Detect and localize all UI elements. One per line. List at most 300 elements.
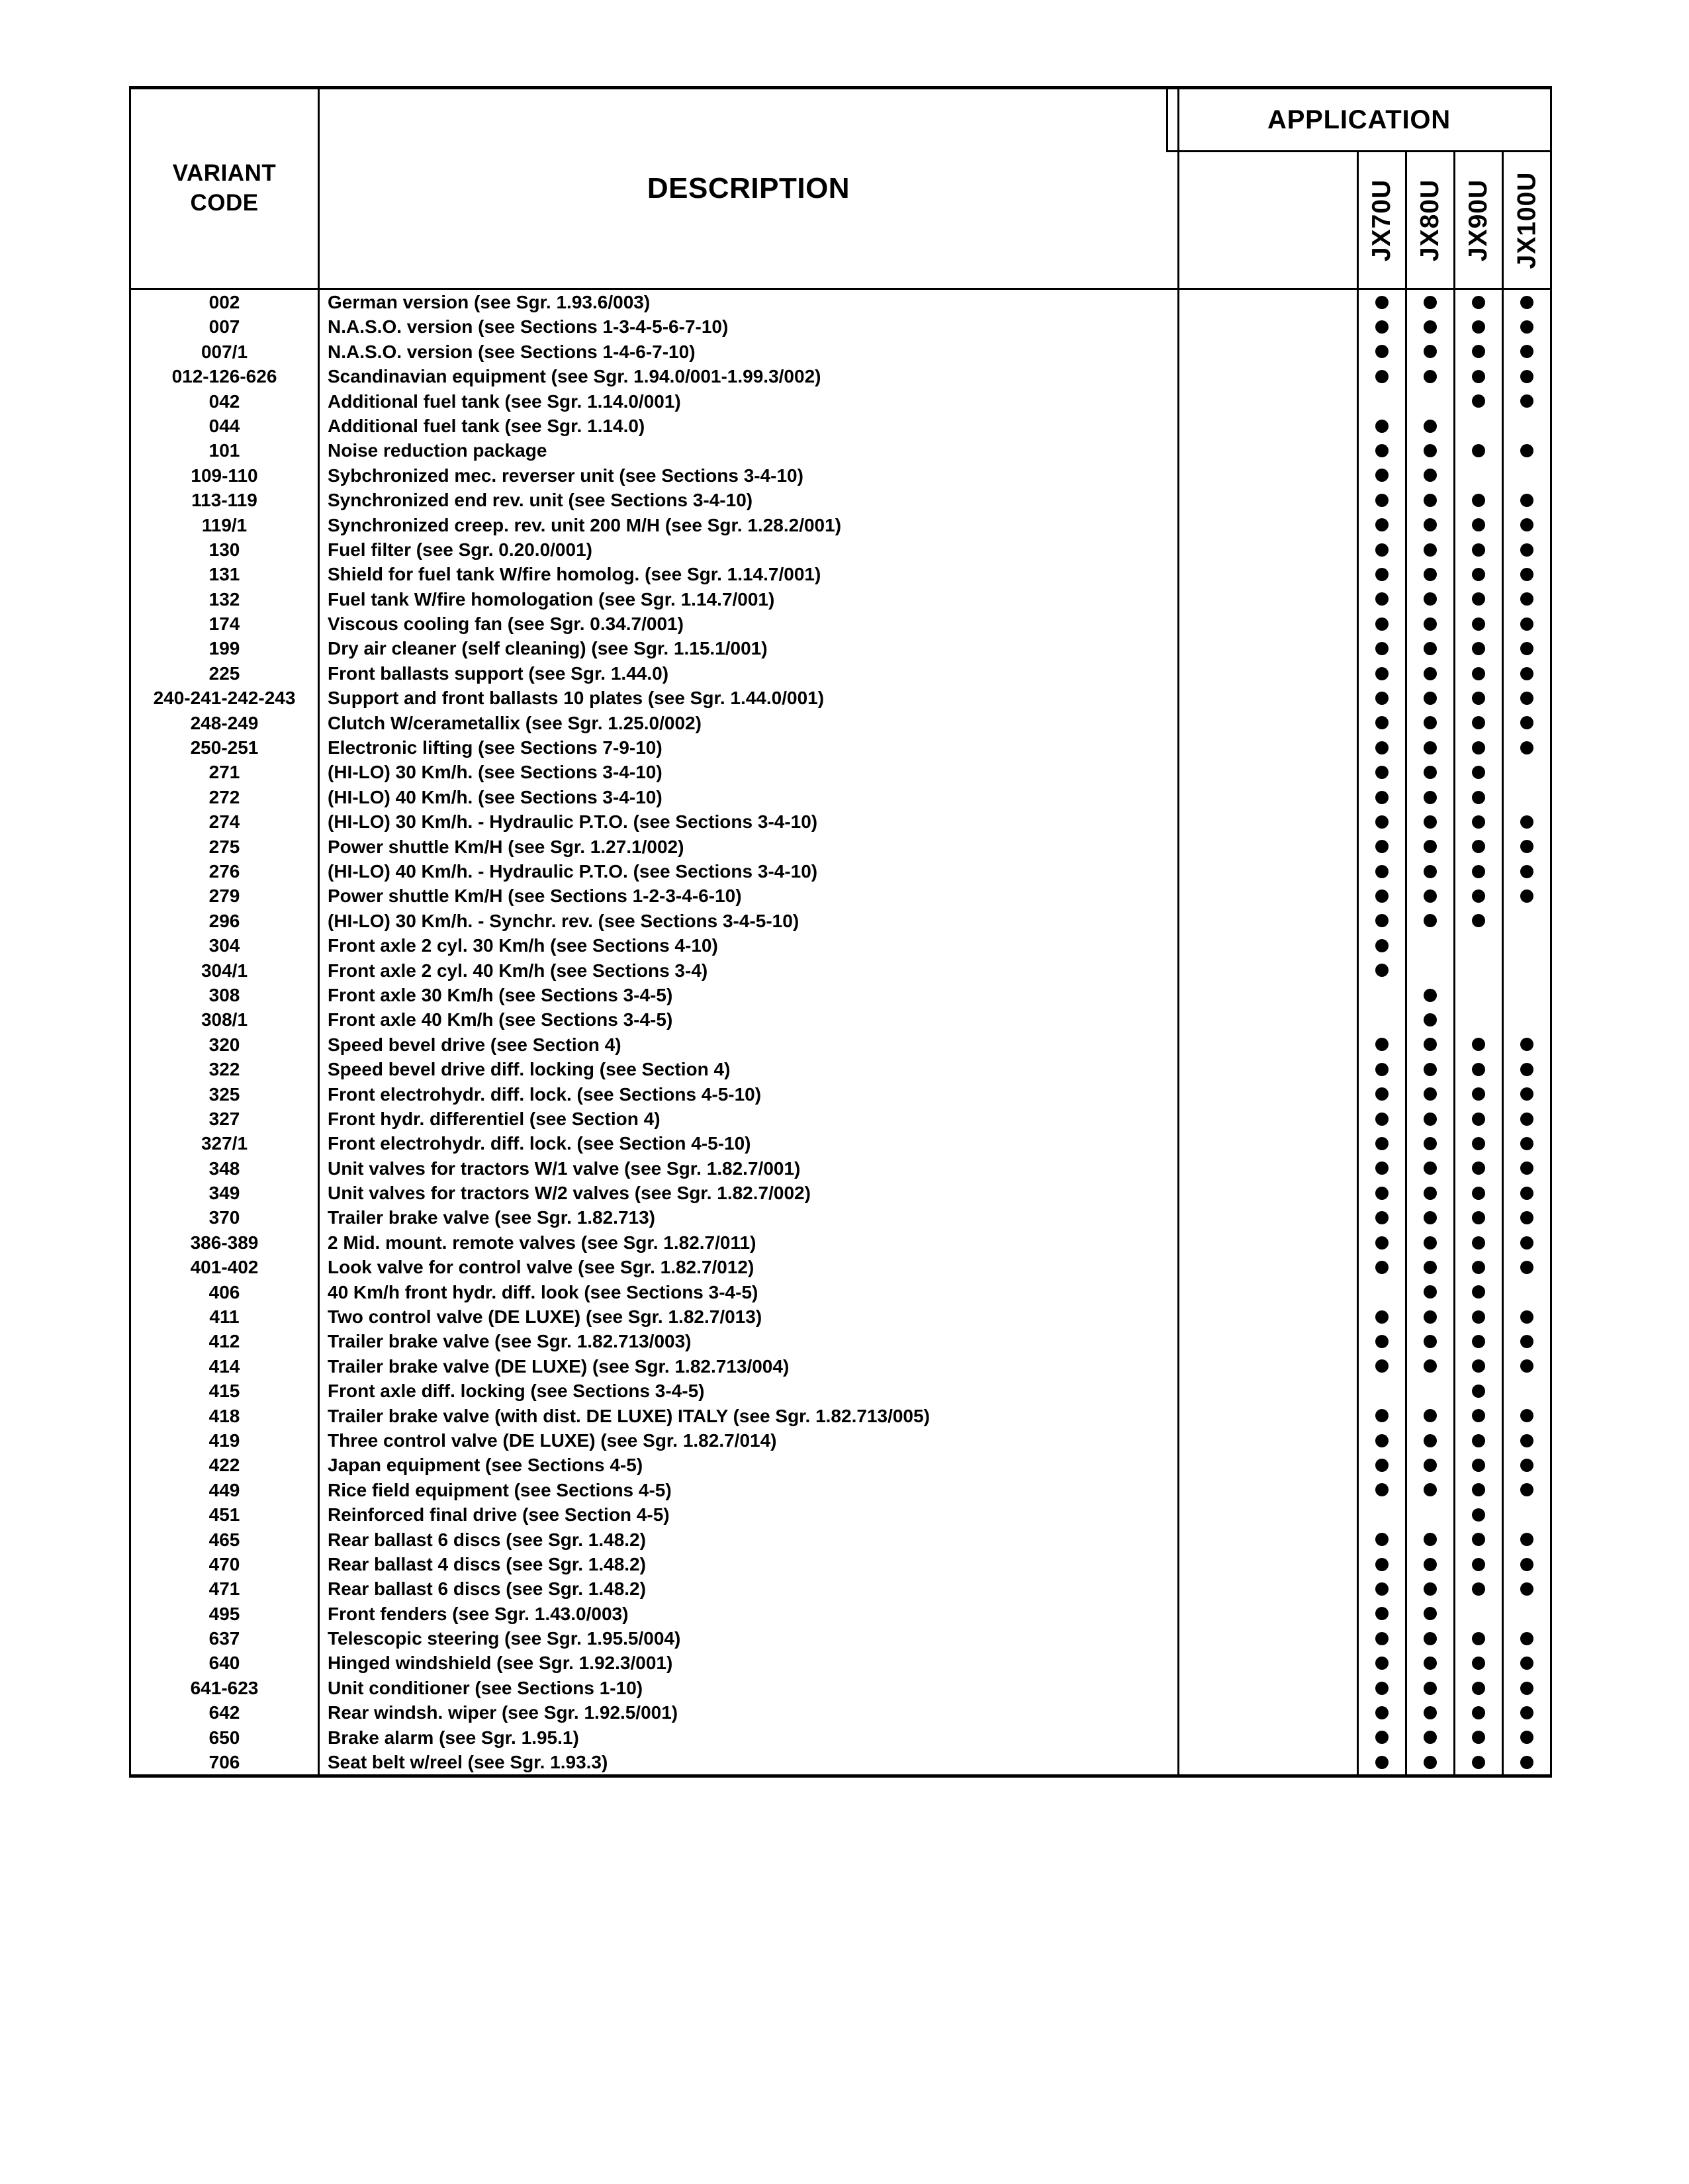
table-row [131, 1107, 1550, 1131]
application-dot-icon [1375, 1706, 1389, 1719]
application-dot-icon [1375, 518, 1389, 531]
application-cell-jx80u [1405, 1205, 1453, 1230]
variant-code-cell: 495 [131, 1602, 320, 1626]
application-spacer [1179, 1131, 1357, 1156]
application-cells [1179, 340, 1550, 364]
application-cell-jx100u [1502, 414, 1550, 438]
application-dot-icon [1520, 1632, 1533, 1645]
application-dot-icon [1520, 1582, 1533, 1596]
application-cell-jx80u [1405, 1156, 1453, 1181]
table-row [131, 760, 1550, 784]
application-dot-icon [1424, 1113, 1437, 1126]
header-description: DESCRIPTION [320, 89, 1179, 288]
variant-code-cell: 308/1 [131, 1007, 320, 1032]
application-empty [1520, 1385, 1533, 1398]
variant-code-cell: 327/1 [131, 1131, 320, 1156]
description-cell: Front electrohydr. diff. lock. (see Sections 4-5-10) [320, 1082, 1179, 1107]
application-cell-jx100u [1502, 735, 1550, 760]
application-spacer [1179, 636, 1357, 660]
application-cell-jx90u [1453, 513, 1502, 537]
application-cells [1179, 1082, 1550, 1107]
variant-code-cell: 304/1 [131, 958, 320, 983]
application-cell-jx70u [1357, 1552, 1405, 1576]
application-dot-icon [1424, 1731, 1437, 1744]
application-dot-icon [1520, 1038, 1533, 1051]
application-cells [1179, 1255, 1550, 1279]
application-spacer [1179, 1453, 1357, 1477]
application-cell-jx90u [1453, 1156, 1502, 1181]
description-cell: Front ballasts support (see Sgr. 1.44.0) [320, 661, 1179, 686]
application-cell-jx90u [1453, 1404, 1502, 1428]
application-cells [1179, 1304, 1550, 1329]
application-cell-jx90u [1453, 463, 1502, 488]
application-cell-jx100u [1502, 1255, 1550, 1279]
application-dot-icon [1375, 469, 1389, 482]
application-cell-jx90u [1453, 835, 1502, 859]
variant-code-cell: 002 [131, 290, 320, 314]
application-spacer [1179, 1329, 1357, 1353]
application-cell-jx90u [1453, 711, 1502, 735]
application-dot-icon [1472, 1285, 1485, 1298]
description-cell: 40 Km/h front hydr. diff. look (see Sections 3-4-5) [320, 1280, 1179, 1304]
application-spacer [1179, 1651, 1357, 1675]
application-cell-jx80u [1405, 340, 1453, 364]
application-cell-jx80u [1405, 438, 1453, 463]
application-cell-jx80u [1405, 1354, 1453, 1379]
application-empty [1520, 469, 1533, 482]
application-dot-icon [1520, 592, 1533, 606]
application-cell-jx100u [1502, 612, 1550, 636]
application-cells [1179, 859, 1550, 884]
variant-code-cell: 349 [131, 1181, 320, 1205]
application-cell-jx80u [1405, 537, 1453, 562]
application-dot-icon [1520, 617, 1533, 631]
application-dot-icon [1472, 1161, 1485, 1175]
table-row [131, 1032, 1550, 1057]
table-row [131, 1552, 1550, 1576]
application-dot-icon [1375, 1434, 1389, 1447]
application-dot-icon [1520, 1483, 1533, 1496]
table-row [131, 1700, 1550, 1725]
table-row [131, 1304, 1550, 1329]
application-spacer [1179, 1057, 1357, 1081]
application-dot-icon [1375, 1211, 1389, 1224]
application-spacer [1179, 562, 1357, 586]
application-cell-jx90u [1453, 587, 1502, 612]
application-dot-icon [1424, 1137, 1437, 1150]
table-row [131, 933, 1550, 958]
application-empty [1375, 394, 1389, 408]
description-cell: Two control valve (DE LUXE) (see Sgr. 1.82.7/013) [320, 1304, 1179, 1329]
application-cell-jx70u [1357, 587, 1405, 612]
description-cell: N.A.S.O. version (see Sections 1-3-4-5-6-7-10) [320, 314, 1179, 339]
application-dot-icon [1424, 1533, 1437, 1546]
application-dot-icon [1472, 1409, 1485, 1422]
description-cell: Rear windsh. wiper (see Sgr. 1.92.5/001) [320, 1700, 1179, 1725]
application-cell-jx70u [1357, 537, 1405, 562]
application-dot-icon [1520, 1137, 1533, 1150]
application-dot-icon [1375, 1409, 1389, 1422]
application-dot-icon [1472, 345, 1485, 358]
table-row [131, 1527, 1550, 1552]
application-dot-icon [1424, 1087, 1437, 1101]
application-dot-icon [1375, 1731, 1389, 1744]
application-cell-jx80u [1405, 760, 1453, 784]
application-dot-icon [1375, 1459, 1389, 1472]
variant-code-cell: 406 [131, 1280, 320, 1304]
application-dot-icon [1424, 1682, 1437, 1695]
application-dot-icon [1375, 766, 1389, 779]
application-dot-icon [1472, 766, 1485, 779]
application-cell-jx70u [1357, 1478, 1405, 1502]
variant-code-cell: 296 [131, 909, 320, 933]
application-dot-icon [1424, 370, 1437, 383]
table-row [131, 661, 1550, 686]
application-dot-icon [1375, 296, 1389, 309]
application-cell-jx100u [1502, 1428, 1550, 1453]
application-dot-icon [1472, 1113, 1485, 1126]
variant-code-cell: 641-623 [131, 1676, 320, 1700]
variant-code-cell: 401-402 [131, 1255, 320, 1279]
application-empty [1472, 939, 1485, 952]
variant-code-cell: 275 [131, 835, 320, 859]
application-dot-icon [1424, 1038, 1437, 1051]
application-dot-icon [1375, 1236, 1389, 1250]
application-cell-jx100u [1502, 1502, 1550, 1527]
application-cell-jx70u [1357, 1255, 1405, 1279]
description-cell: Trailer brake valve (see Sgr. 1.82.713/003) [320, 1329, 1179, 1353]
application-cell-jx90u [1453, 1725, 1502, 1750]
header-model-jx100u [1502, 152, 1550, 288]
application-cell-jx70u [1357, 1082, 1405, 1107]
table-row [131, 513, 1550, 537]
application-cell-jx70u [1357, 1750, 1405, 1774]
table-row [131, 735, 1550, 760]
description-cell: Rear ballast 6 discs (see Sgr. 1.48.2) [320, 1527, 1179, 1552]
application-cells [1179, 1181, 1550, 1205]
application-cells [1179, 983, 1550, 1007]
application-dot-icon [1472, 865, 1485, 878]
application-dot-icon [1375, 667, 1389, 680]
application-dot-icon [1520, 1113, 1533, 1126]
variant-code-cell: 414 [131, 1354, 320, 1379]
application-cell-jx70u [1357, 438, 1405, 463]
application-cell-jx80u [1405, 1676, 1453, 1700]
application-dot-icon [1520, 320, 1533, 334]
application-dot-icon [1520, 1459, 1533, 1472]
application-cells [1179, 686, 1550, 710]
application-cell-jx70u [1357, 414, 1405, 438]
application-cell-jx70u [1357, 884, 1405, 908]
variant-code-cell: 418 [131, 1404, 320, 1428]
application-dot-icon [1520, 494, 1533, 507]
header-application-title: APPLICATION [1166, 89, 1550, 152]
header-model-jx80u-label: JX80U [1416, 179, 1444, 261]
table-row [131, 1156, 1550, 1181]
application-dot-icon [1375, 889, 1389, 903]
table-row [131, 1255, 1550, 1279]
application-dot-icon [1520, 1063, 1533, 1076]
description-cell: Reinforced final drive (see Section 4-5) [320, 1502, 1179, 1527]
application-dot-icon [1472, 1236, 1485, 1250]
header-variant-code-line1: VARIANT [172, 160, 277, 187]
application-cell-jx80u [1405, 488, 1453, 512]
application-empty [1520, 1508, 1533, 1522]
application-dot-icon [1472, 1385, 1485, 1398]
application-dot-icon [1424, 741, 1437, 754]
application-cells [1179, 1651, 1550, 1675]
application-cell-jx100u [1502, 1602, 1550, 1626]
application-dot-icon [1424, 692, 1437, 705]
table-row [131, 1329, 1550, 1353]
table-row [131, 1502, 1550, 1527]
application-cells [1179, 314, 1550, 339]
application-spacer [1179, 809, 1357, 834]
application-cell-jx70u [1357, 488, 1405, 512]
variant-code-cell: 272 [131, 785, 320, 809]
application-dot-icon [1375, 1113, 1389, 1126]
table-row [131, 340, 1550, 364]
application-dot-icon [1375, 1038, 1389, 1051]
application-dot-icon [1472, 518, 1485, 531]
application-dot-icon [1520, 1236, 1533, 1250]
application-cell-jx90u [1453, 1478, 1502, 1502]
application-cell-jx80u [1405, 1527, 1453, 1552]
application-dot-icon [1472, 1335, 1485, 1348]
application-cell-jx100u [1502, 785, 1550, 809]
application-cell-jx90u [1453, 1280, 1502, 1304]
application-cell-jx100u [1502, 1205, 1550, 1230]
header-variant-code [131, 89, 320, 288]
application-cell-jx100u [1502, 1304, 1550, 1329]
application-cell-jx100u [1502, 711, 1550, 735]
application-cell-jx100u [1502, 760, 1550, 784]
application-cell-jx90u [1453, 1651, 1502, 1675]
variant-code-cell: 465 [131, 1527, 320, 1552]
application-cell-jx100u [1502, 661, 1550, 686]
application-cell-jx70u [1357, 1230, 1405, 1255]
header-model-spacer [1179, 152, 1357, 288]
application-cell-jx70u [1357, 463, 1405, 488]
application-cell-jx80u [1405, 1032, 1453, 1057]
application-cell-jx90u [1453, 1329, 1502, 1353]
application-cell-jx70u [1357, 1280, 1405, 1304]
application-cell-jx70u [1357, 1404, 1405, 1428]
application-dot-icon [1424, 1409, 1437, 1422]
application-dot-icon [1424, 543, 1437, 557]
application-cell-jx100u [1502, 1404, 1550, 1428]
table-row [131, 1676, 1550, 1700]
application-cell-jx90u [1453, 958, 1502, 983]
application-cell-jx80u [1405, 884, 1453, 908]
application-dot-icon [1472, 296, 1485, 309]
application-cell-jx100u [1502, 513, 1550, 537]
application-dot-icon [1472, 1706, 1485, 1719]
description-cell: Shield for fuel tank W/fire homolog. (see Sgr. 1.14.7/001) [320, 562, 1179, 586]
description-cell: (HI-LO) 40 Km/h. (see Sections 3-4-10) [320, 785, 1179, 809]
application-spacer [1179, 1725, 1357, 1750]
application-cell-jx80u [1405, 1107, 1453, 1131]
description-cell: Electronic lifting (see Sections 7-9-10) [320, 735, 1179, 760]
application-cell-jx90u [1453, 488, 1502, 512]
application-cell-jx70u [1357, 909, 1405, 933]
application-cells [1179, 1379, 1550, 1403]
application-dot-icon [1375, 1310, 1389, 1324]
application-empty [1375, 989, 1389, 1002]
header-model-jx70u-label: JX70U [1367, 179, 1396, 261]
application-cell-jx80u [1405, 1131, 1453, 1156]
description-cell: Additional fuel tank (see Sgr. 1.14.0) [320, 414, 1179, 438]
application-dot-icon [1472, 1682, 1485, 1695]
table-row [131, 1453, 1550, 1477]
table-row [131, 587, 1550, 612]
description-cell: Power shuttle Km/H (see Sections 1-2-3-4-6-10) [320, 884, 1179, 908]
application-dot-icon [1472, 1558, 1485, 1571]
application-cell-jx100u [1502, 884, 1550, 908]
application-cells [1179, 438, 1550, 463]
application-cell-jx80u [1405, 1478, 1453, 1502]
table-row [131, 414, 1550, 438]
application-spacer [1179, 314, 1357, 339]
variant-code-cell: 101 [131, 438, 320, 463]
application-cell-jx80u [1405, 1057, 1453, 1081]
description-cell: Trailer brake valve (see Sgr. 1.82.713) [320, 1205, 1179, 1230]
application-dot-icon [1375, 716, 1389, 729]
variant-code-cell: 007/1 [131, 340, 320, 364]
table-row [131, 835, 1550, 859]
application-spacer [1179, 463, 1357, 488]
application-cell-jx70u [1357, 314, 1405, 339]
application-empty [1375, 1013, 1389, 1026]
variant-code-cell: 471 [131, 1576, 320, 1601]
application-cells [1179, 488, 1550, 512]
application-dot-icon [1375, 1187, 1389, 1200]
application-cell-jx70u [1357, 1205, 1405, 1230]
application-cell-jx100u [1502, 1552, 1550, 1576]
application-dot-icon [1472, 815, 1485, 829]
application-spacer [1179, 1576, 1357, 1601]
application-cell-jx100u [1502, 463, 1550, 488]
application-cell-jx80u [1405, 809, 1453, 834]
application-dot-icon [1472, 444, 1485, 457]
application-cell-jx70u [1357, 983, 1405, 1007]
table-row [131, 859, 1550, 884]
application-cell-jx70u [1357, 1602, 1405, 1626]
application-dot-icon [1375, 345, 1389, 358]
application-cells [1179, 1502, 1550, 1527]
application-dot-icon [1424, 1335, 1437, 1348]
application-cell-jx80u [1405, 1007, 1453, 1032]
variant-code-cell: 042 [131, 389, 320, 414]
application-dot-icon [1375, 1261, 1389, 1274]
application-cell-jx100u [1502, 859, 1550, 884]
application-empty [1520, 791, 1533, 804]
table-row [131, 1602, 1550, 1626]
variant-code-cell: 274 [131, 809, 320, 834]
description-cell: Seat belt w/reel (see Sgr. 1.93.3) [320, 1750, 1179, 1774]
application-dot-icon [1424, 1161, 1437, 1175]
application-dot-icon [1472, 1657, 1485, 1670]
application-dot-icon [1520, 1558, 1533, 1571]
description-cell: Look valve for control valve (see Sgr. 1.82.7/012) [320, 1255, 1179, 1279]
variant-code-cell: 386-389 [131, 1230, 320, 1255]
application-cell-jx70u [1357, 835, 1405, 859]
application-cell-jx70u [1357, 1725, 1405, 1750]
application-spacer [1179, 1230, 1357, 1255]
application-spacer [1179, 290, 1357, 314]
application-cell-jx100u [1502, 1700, 1550, 1725]
application-dot-icon [1472, 1632, 1485, 1645]
application-empty [1472, 989, 1485, 1002]
application-cell-jx100u [1502, 364, 1550, 388]
application-cell-jx70u [1357, 1453, 1405, 1477]
application-cell-jx90u [1453, 1700, 1502, 1725]
application-cells [1179, 909, 1550, 933]
application-cell-jx100u [1502, 438, 1550, 463]
application-cell-jx90u [1453, 884, 1502, 908]
application-cells [1179, 1230, 1550, 1255]
application-cell-jx90u [1453, 661, 1502, 686]
application-cell-jx90u [1453, 1255, 1502, 1279]
application-dot-icon [1424, 865, 1437, 878]
application-cell-jx90u [1453, 414, 1502, 438]
application-spacer [1179, 537, 1357, 562]
application-cells [1179, 1750, 1550, 1774]
header-model-columns [1179, 152, 1550, 288]
application-spacer [1179, 389, 1357, 414]
application-cell-jx100u [1502, 809, 1550, 834]
application-cells [1179, 1428, 1550, 1453]
application-empty [1520, 420, 1533, 433]
application-dot-icon [1472, 1087, 1485, 1101]
application-dot-icon [1375, 617, 1389, 631]
application-cell-jx70u [1357, 1651, 1405, 1675]
application-spacer [1179, 711, 1357, 735]
application-cell-jx90u [1453, 1750, 1502, 1774]
application-cell-jx80u [1405, 463, 1453, 488]
variant-code-cell: 642 [131, 1700, 320, 1725]
description-cell: Viscous cooling fan (see Sgr. 0.34.7/001) [320, 612, 1179, 636]
application-dot-icon [1375, 1682, 1389, 1695]
application-cells [1179, 1329, 1550, 1353]
application-dot-icon [1520, 1533, 1533, 1546]
application-dot-icon [1424, 1434, 1437, 1447]
variant-code-cell: 130 [131, 537, 320, 562]
application-cells [1179, 389, 1550, 414]
application-cells [1179, 933, 1550, 958]
application-cells [1179, 711, 1550, 735]
variant-code-cell: 304 [131, 933, 320, 958]
application-cell-jx100u [1502, 1626, 1550, 1651]
application-cells [1179, 513, 1550, 537]
application-dot-icon [1375, 370, 1389, 383]
application-cells [1179, 1280, 1550, 1304]
application-dot-icon [1375, 1063, 1389, 1076]
application-spacer [1179, 1750, 1357, 1774]
application-dot-icon [1375, 1657, 1389, 1670]
application-empty [1472, 1607, 1485, 1620]
application-dot-icon [1520, 1335, 1533, 1348]
application-spacer [1179, 1082, 1357, 1107]
application-empty [1424, 964, 1437, 977]
application-cell-jx80u [1405, 711, 1453, 735]
application-empty [1424, 939, 1437, 952]
application-dot-icon [1520, 345, 1533, 358]
table-row [131, 488, 1550, 512]
application-dot-icon [1424, 1459, 1437, 1472]
application-cell-jx70u [1357, 1700, 1405, 1725]
application-dot-icon [1375, 1483, 1389, 1496]
